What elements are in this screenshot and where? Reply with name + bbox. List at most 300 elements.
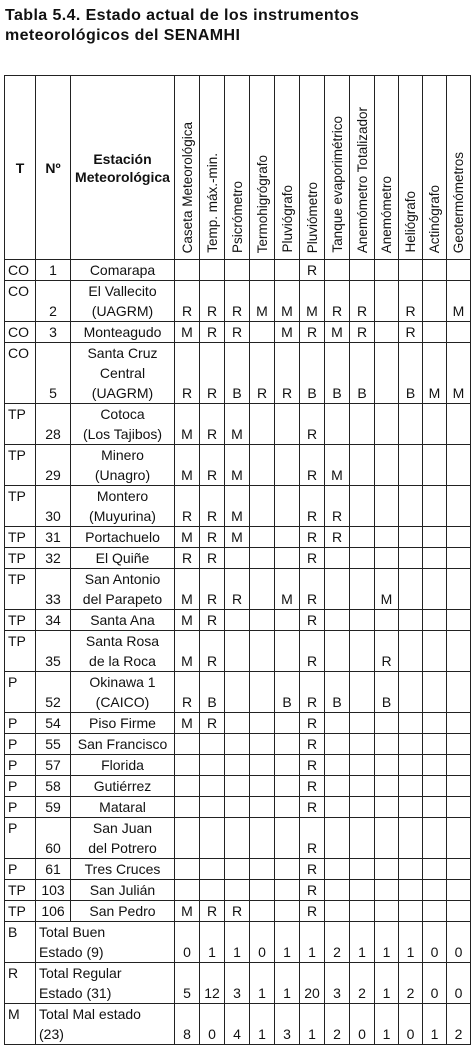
status-cell: 0 xyxy=(200,1004,225,1045)
type-cell: TP xyxy=(5,548,36,569)
status-cell xyxy=(350,776,375,797)
status-cell: R xyxy=(300,631,325,672)
status-cell xyxy=(399,734,423,755)
type-cell: P xyxy=(5,797,36,818)
status-cell: M xyxy=(275,322,300,343)
status-cell: R xyxy=(200,486,225,527)
table-row xyxy=(5,343,471,404)
status-cell xyxy=(275,548,300,569)
status-cell xyxy=(225,631,250,672)
status-cell xyxy=(250,859,275,880)
status-cell: R xyxy=(200,631,225,672)
status-cell xyxy=(225,776,250,797)
table-row xyxy=(5,672,471,713)
status-cell: B xyxy=(375,672,399,713)
header-instrument: Pluviómetro xyxy=(300,76,325,260)
table-row xyxy=(5,322,471,343)
status-cell xyxy=(423,901,447,922)
station-name: Comarapa xyxy=(71,260,175,281)
status-cell xyxy=(350,901,375,922)
status-cell xyxy=(447,713,471,734)
status-cell: R xyxy=(225,901,250,922)
table-row xyxy=(5,734,471,755)
status-cell: M xyxy=(175,631,200,672)
status-cell: R xyxy=(200,343,225,404)
status-cell xyxy=(423,672,447,713)
total-row xyxy=(5,1004,471,1045)
table-row xyxy=(5,797,471,818)
status-cell xyxy=(447,631,471,672)
status-cell: R xyxy=(300,322,325,343)
status-cell xyxy=(250,755,275,776)
table-row xyxy=(5,631,471,672)
status-cell: R xyxy=(300,797,325,818)
status-cell: M xyxy=(175,322,200,343)
status-cell xyxy=(175,880,200,901)
status-cell: R xyxy=(300,569,325,610)
table-row xyxy=(5,859,471,880)
status-cell: R xyxy=(325,486,350,527)
status-cell xyxy=(447,486,471,527)
station-name: Montero (Muyurina) xyxy=(71,486,175,527)
table-title: Tabla 5.4. Estado actual de los instrumentos meteorológicos del SENAMHI xyxy=(5,7,360,44)
status-cell: M xyxy=(300,281,325,322)
status-cell xyxy=(275,610,300,631)
status-cell xyxy=(375,260,399,281)
status-cell xyxy=(325,713,350,734)
status-cell xyxy=(350,672,375,713)
status-cell xyxy=(325,818,350,859)
status-cell xyxy=(375,486,399,527)
status-cell xyxy=(375,445,399,486)
status-cell xyxy=(447,797,471,818)
status-cell xyxy=(275,901,300,922)
status-cell: M xyxy=(175,527,200,548)
number-cell: 54 xyxy=(36,713,71,734)
status-cell xyxy=(200,776,225,797)
total-row xyxy=(5,963,471,1004)
status-cell xyxy=(325,797,350,818)
status-cell: M xyxy=(225,527,250,548)
station-name: Okinawa 1 (CAICO) xyxy=(71,672,175,713)
status-cell xyxy=(275,880,300,901)
status-cell xyxy=(375,859,399,880)
table-body xyxy=(5,260,471,1045)
table-row xyxy=(5,548,471,569)
status-cell: 1 xyxy=(423,1004,447,1045)
status-cell xyxy=(250,901,275,922)
status-cell xyxy=(275,527,300,548)
status-cell xyxy=(399,527,423,548)
status-cell xyxy=(423,755,447,776)
status-cell: B xyxy=(225,343,250,404)
status-cell xyxy=(447,734,471,755)
status-cell xyxy=(250,548,275,569)
station-name: San Francisco xyxy=(71,734,175,755)
status-cell xyxy=(423,445,447,486)
status-cell xyxy=(375,776,399,797)
status-cell: M xyxy=(175,404,200,445)
number-cell: 55 xyxy=(36,734,71,755)
status-cell xyxy=(423,486,447,527)
status-cell xyxy=(423,260,447,281)
number-cell: 59 xyxy=(36,797,71,818)
status-cell xyxy=(399,486,423,527)
status-cell xyxy=(423,859,447,880)
status-cell xyxy=(447,404,471,445)
status-cell: R xyxy=(300,486,325,527)
number-cell: 29 xyxy=(36,445,71,486)
status-cell: 2 xyxy=(325,922,350,963)
status-cell xyxy=(325,776,350,797)
number-cell: 31 xyxy=(36,527,71,548)
status-cell: R xyxy=(300,734,325,755)
status-cell xyxy=(225,859,250,880)
status-cell xyxy=(447,880,471,901)
status-cell xyxy=(350,818,375,859)
header-instrument: Termohigrógrafo xyxy=(250,76,275,260)
status-cell: R xyxy=(375,631,399,672)
number-cell: 34 xyxy=(36,610,71,631)
number-cell: 1 xyxy=(36,260,71,281)
status-cell xyxy=(447,445,471,486)
station-name: Tres Cruces xyxy=(71,859,175,880)
status-cell xyxy=(399,901,423,922)
status-cell xyxy=(250,260,275,281)
status-cell xyxy=(275,260,300,281)
type-cell: TP xyxy=(5,569,36,610)
status-cell xyxy=(225,818,250,859)
status-cell xyxy=(350,880,375,901)
status-cell xyxy=(375,343,399,404)
status-cell xyxy=(447,610,471,631)
status-cell xyxy=(325,404,350,445)
status-cell xyxy=(275,631,300,672)
status-cell: 2 xyxy=(399,963,423,1004)
station-name: Gutiérrez xyxy=(71,776,175,797)
status-cell xyxy=(375,797,399,818)
status-cell: 8 xyxy=(175,1004,200,1045)
status-cell xyxy=(225,755,250,776)
status-cell xyxy=(350,527,375,548)
number-cell: 58 xyxy=(36,776,71,797)
total-label: Total Mal estado (23) xyxy=(36,1004,175,1045)
status-cell xyxy=(250,631,275,672)
status-cell xyxy=(200,260,225,281)
status-cell: 12 xyxy=(200,963,225,1004)
table-row xyxy=(5,260,471,281)
number-cell: 32 xyxy=(36,548,71,569)
status-cell: R xyxy=(300,445,325,486)
status-cell: 0 xyxy=(447,963,471,1004)
status-cell: R xyxy=(175,672,200,713)
status-cell xyxy=(200,797,225,818)
status-cell xyxy=(350,713,375,734)
status-cell xyxy=(250,610,275,631)
status-cell: B xyxy=(275,672,300,713)
status-cell xyxy=(225,713,250,734)
status-cell: 1 xyxy=(200,922,225,963)
status-cell: 0 xyxy=(447,922,471,963)
status-cell xyxy=(275,486,300,527)
header-instrument: Tanque evaporimétrico xyxy=(325,76,350,260)
type-cell: CO xyxy=(5,322,36,343)
instruments-table xyxy=(4,75,471,1045)
status-cell: R xyxy=(175,548,200,569)
status-cell: R xyxy=(300,901,325,922)
status-cell xyxy=(399,404,423,445)
status-cell: B xyxy=(300,343,325,404)
status-cell xyxy=(275,404,300,445)
type-cell: TP xyxy=(5,631,36,672)
type-cell: P xyxy=(5,734,36,755)
type-cell: M xyxy=(5,1004,36,1045)
status-cell: B xyxy=(200,672,225,713)
number-cell: 3 xyxy=(36,322,71,343)
number-cell: 2 xyxy=(36,281,71,322)
status-cell xyxy=(423,734,447,755)
type-cell: R xyxy=(5,963,36,1004)
status-cell xyxy=(275,818,300,859)
station-name: San Pedro xyxy=(71,901,175,922)
status-cell xyxy=(275,445,300,486)
status-cell: B xyxy=(325,343,350,404)
status-cell xyxy=(399,631,423,672)
status-cell xyxy=(399,880,423,901)
table-row xyxy=(5,776,471,797)
header-instrument: Actinógrafo xyxy=(423,76,447,260)
status-cell: B xyxy=(399,343,423,404)
status-cell xyxy=(423,527,447,548)
status-cell xyxy=(275,859,300,880)
status-cell: 2 xyxy=(350,963,375,1004)
station-name: Florida xyxy=(71,755,175,776)
status-cell xyxy=(250,322,275,343)
status-cell xyxy=(399,859,423,880)
status-cell xyxy=(375,548,399,569)
status-cell xyxy=(275,755,300,776)
status-cell xyxy=(325,755,350,776)
status-cell: M xyxy=(447,281,471,322)
status-cell xyxy=(447,818,471,859)
status-cell xyxy=(399,776,423,797)
type-cell: TP xyxy=(5,486,36,527)
status-cell: M xyxy=(275,281,300,322)
total-label: Total Buen Estado (9) xyxy=(36,922,175,963)
status-cell xyxy=(423,713,447,734)
status-cell: 5 xyxy=(175,963,200,1004)
status-cell: R xyxy=(350,322,375,343)
status-cell xyxy=(447,260,471,281)
status-cell xyxy=(423,404,447,445)
number-cell: 61 xyxy=(36,859,71,880)
status-cell xyxy=(350,755,375,776)
status-cell: R xyxy=(300,260,325,281)
header-instrument: Anemómetro xyxy=(375,76,399,260)
status-cell xyxy=(447,776,471,797)
status-cell xyxy=(200,818,225,859)
status-cell: M xyxy=(175,569,200,610)
status-cell xyxy=(175,797,200,818)
status-cell xyxy=(350,569,375,610)
status-cell: R xyxy=(300,713,325,734)
status-cell xyxy=(325,859,350,880)
status-cell xyxy=(175,755,200,776)
status-cell xyxy=(447,859,471,880)
status-cell xyxy=(447,672,471,713)
status-cell xyxy=(375,322,399,343)
status-cell: R xyxy=(175,486,200,527)
table-row xyxy=(5,569,471,610)
status-cell xyxy=(447,755,471,776)
status-cell: 1 xyxy=(250,1004,275,1045)
status-cell xyxy=(325,880,350,901)
station-name: San Antonio del Parapeto xyxy=(71,569,175,610)
status-cell xyxy=(399,755,423,776)
status-cell xyxy=(175,859,200,880)
header-instrument: Temp. máx.-min. xyxy=(200,76,225,260)
status-cell: R xyxy=(300,859,325,880)
status-cell: 1 xyxy=(375,963,399,1004)
status-cell: R xyxy=(225,569,250,610)
status-cell: R xyxy=(275,343,300,404)
status-cell xyxy=(225,260,250,281)
number-cell: 5 xyxy=(36,343,71,404)
table-row xyxy=(5,755,471,776)
status-cell: 1 xyxy=(275,922,300,963)
status-cell xyxy=(225,610,250,631)
status-cell xyxy=(447,527,471,548)
status-cell: 3 xyxy=(275,1004,300,1045)
status-cell: 0 xyxy=(399,1004,423,1045)
status-cell: 1 xyxy=(350,922,375,963)
table-row xyxy=(5,445,471,486)
status-cell xyxy=(325,901,350,922)
status-cell xyxy=(423,880,447,901)
header-instrument: Geotermómetros xyxy=(447,76,471,260)
status-cell: R xyxy=(175,281,200,322)
status-cell: 3 xyxy=(225,963,250,1004)
status-cell xyxy=(250,672,275,713)
header-instrument: Anemómetro Totalizador xyxy=(350,76,375,260)
status-cell xyxy=(250,527,275,548)
type-cell: TP xyxy=(5,610,36,631)
status-cell xyxy=(250,569,275,610)
status-cell: R xyxy=(225,322,250,343)
status-cell xyxy=(250,486,275,527)
status-cell xyxy=(447,901,471,922)
status-cell xyxy=(423,548,447,569)
status-cell xyxy=(399,818,423,859)
status-cell xyxy=(447,548,471,569)
station-name: San Juan del Potrero xyxy=(71,818,175,859)
status-cell: R xyxy=(300,880,325,901)
table-row xyxy=(5,713,471,734)
status-cell: R xyxy=(350,281,375,322)
status-cell: 1 xyxy=(300,1004,325,1045)
total-row xyxy=(5,922,471,963)
status-cell xyxy=(399,713,423,734)
status-cell xyxy=(250,445,275,486)
status-cell xyxy=(350,260,375,281)
status-cell xyxy=(375,901,399,922)
status-cell xyxy=(375,734,399,755)
status-cell: R xyxy=(300,672,325,713)
table-row xyxy=(5,818,471,859)
status-cell: M xyxy=(175,713,200,734)
status-cell: B xyxy=(325,672,350,713)
status-cell xyxy=(200,859,225,880)
status-cell: M xyxy=(375,569,399,610)
status-cell: 1 xyxy=(375,922,399,963)
status-cell xyxy=(250,797,275,818)
status-cell xyxy=(175,776,200,797)
status-cell xyxy=(350,797,375,818)
status-cell xyxy=(399,548,423,569)
type-cell: P xyxy=(5,672,36,713)
status-cell: 1 xyxy=(399,922,423,963)
status-cell: B xyxy=(350,343,375,404)
status-cell xyxy=(447,322,471,343)
status-cell xyxy=(275,734,300,755)
status-cell xyxy=(423,281,447,322)
status-cell xyxy=(225,880,250,901)
status-cell xyxy=(275,776,300,797)
station-name: El Vallecito (UAGRM) xyxy=(71,281,175,322)
type-cell: P xyxy=(5,776,36,797)
status-cell xyxy=(375,610,399,631)
status-cell xyxy=(275,713,300,734)
station-name: Minero (Unagro) xyxy=(71,445,175,486)
status-cell xyxy=(175,734,200,755)
status-cell xyxy=(399,610,423,631)
status-cell xyxy=(399,672,423,713)
status-cell: R xyxy=(300,548,325,569)
status-cell: M xyxy=(175,610,200,631)
status-cell xyxy=(325,734,350,755)
status-cell: M xyxy=(225,486,250,527)
status-cell xyxy=(375,404,399,445)
station-name: Piso Firme xyxy=(71,713,175,734)
station-name: San Julián xyxy=(71,880,175,901)
number-cell: 30 xyxy=(36,486,71,527)
station-name: Santa Rosa de la Roca xyxy=(71,631,175,672)
table-row xyxy=(5,486,471,527)
header-instrument: Caseta Meteorológica xyxy=(175,76,200,260)
status-cell: 4 xyxy=(225,1004,250,1045)
status-cell xyxy=(399,260,423,281)
type-cell: TP xyxy=(5,445,36,486)
status-cell: M xyxy=(175,445,200,486)
status-cell: R xyxy=(200,281,225,322)
type-cell: TP xyxy=(5,404,36,445)
table-row xyxy=(5,404,471,445)
status-cell: M xyxy=(175,901,200,922)
status-cell xyxy=(350,445,375,486)
status-cell xyxy=(399,445,423,486)
table-row xyxy=(5,610,471,631)
status-cell: 2 xyxy=(325,1004,350,1045)
status-cell: R xyxy=(200,445,225,486)
status-cell: M xyxy=(325,445,350,486)
header-row xyxy=(5,76,471,260)
status-cell xyxy=(250,776,275,797)
number-cell: 57 xyxy=(36,755,71,776)
status-cell xyxy=(375,755,399,776)
status-cell xyxy=(225,548,250,569)
status-cell xyxy=(225,734,250,755)
status-cell xyxy=(375,818,399,859)
